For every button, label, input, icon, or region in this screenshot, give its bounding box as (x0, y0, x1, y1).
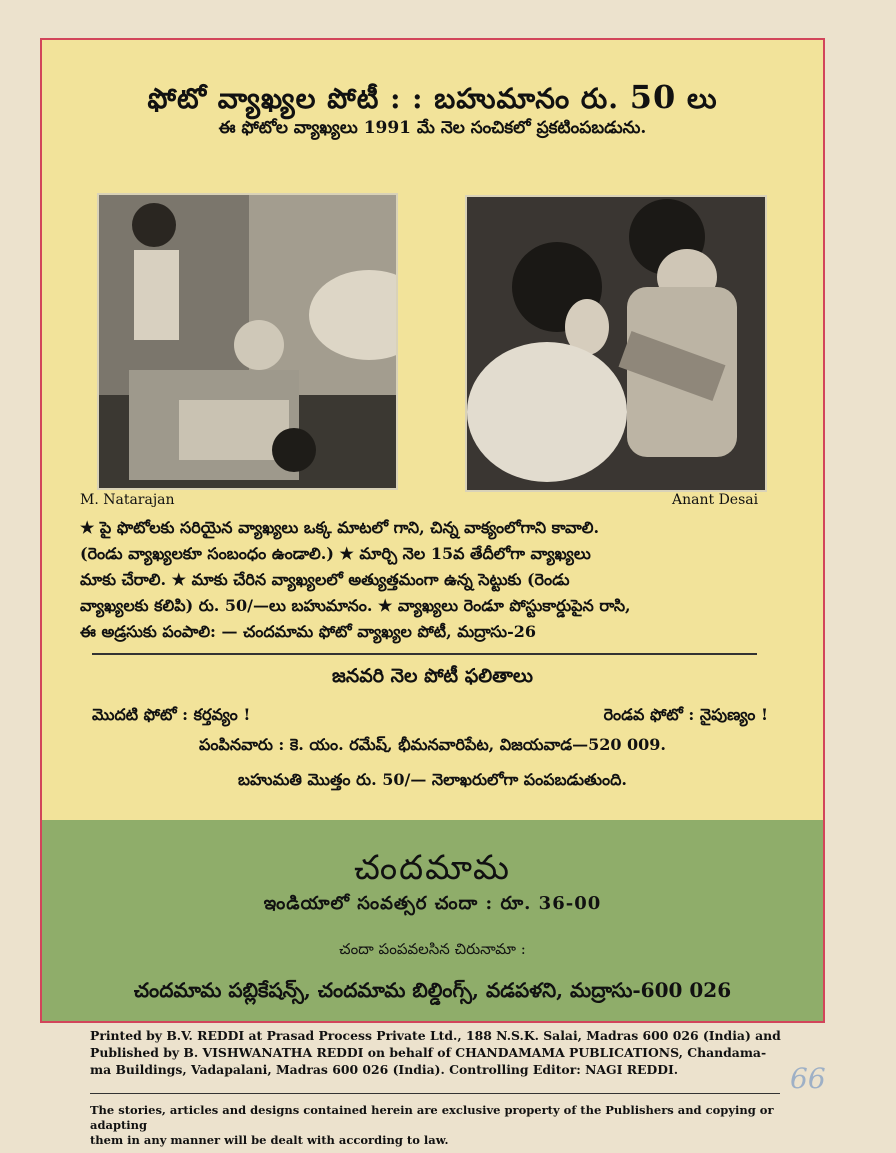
imprint-line: ma Buildings, Vadapalani, Madras 600 026 (India). Controlling Editor: NAGI REDDI. (90, 1062, 679, 1077)
imprint (90, 1027, 790, 1078)
photo-credit-right: Anant Desai (672, 492, 759, 508)
prize-suffix: లు (686, 82, 718, 115)
publisher-address: చందమామ పబ్లికేషన్స్, చందమామ బిల్డింగ్స్, వడపళని, మద్రాసు-600 026 (133, 978, 732, 1002)
results-title: జనవరి నెల పోటీ ఫలితాలు (332, 665, 533, 687)
copyright-line: them in any manner will be dealt with according to law. (90, 1133, 449, 1147)
imprint-line: Printed by B.V. REDDI at Prasad Process Private Ltd., 188 N.S.K. Salai, Madras 600 026 (India) and (90, 1028, 781, 1043)
rule-line: మాకు చేరాలి. ★ మాకు చేరిన వ్యాఖ్యలలో అత్యుత్తమంగా ఉన్న సెట్టుకు (రెండు (80, 570, 570, 589)
photo-toddlers-image (467, 197, 765, 490)
first-photo-result: మొదటి ఫోటో : కర్తవ్యం ! (92, 705, 251, 724)
contest-title (42, 78, 823, 122)
copyright-notice (90, 1103, 780, 1148)
divider (92, 653, 757, 655)
photo-two-toddlers (465, 195, 767, 492)
page-number: 66 (790, 1062, 826, 1095)
second-photo-result: రెండవ ఫోటో : నైపుణ్యం ! (603, 705, 768, 724)
contest-subtitle: ఈ ఫోటోల వ్యాఖ్యలు 1991 మే నెల సంచికలో ప్రకటింపబడును. (218, 118, 647, 138)
prize-amount: 50 (629, 78, 677, 116)
contest-rules (80, 515, 770, 645)
contest-title-text: ఫోటో వ్యాఖ్యల పోటీ : : బహుమానం రు. (147, 82, 619, 115)
photo-boy-dog-image (99, 195, 396, 488)
rule-line: వ్యాఖ్యలకు కలిపి) రు. 50/—లు బహుమానం. ★ వ్యాఖ్యలు రెండూ పోస్టుకార్డుపైన రాసి, (80, 596, 631, 615)
photo-credit-left: M. Natarajan (80, 492, 175, 508)
rule-line: ★ పై ఫొటోలకు సరియైన వ్యాఖ్యలు ఒక్క మాటలో గాని, చిన్న వాక్యంలోగాని కావాలి. (80, 518, 600, 537)
winner-sender: పంపినవారు : కె. యం. రమేష్, భీమనవారిపేట, విజయవాడ—520 009. (198, 735, 667, 754)
address-label: చందా పంపవలసిన చిరునామా : (339, 940, 526, 958)
imprint-line: Published by B. VISHWANATHA REDDI on behalf of CHANDAMAMA PUBLICATIONS, Chandama- (90, 1045, 767, 1060)
footer-divider (90, 1093, 780, 1094)
rule-line: (రెండు వ్యాఖ్యలకూ సంబంధం ఉండాలి.) ★ మార్చి నెల 15వ తేదీలోగా వ్యాఖ్యలు (80, 544, 591, 563)
subscription-rate: ఇండియాలో సంవత్సర చందా : రూ. 36-00 (263, 893, 602, 914)
magazine-title: చందమామ (354, 848, 511, 888)
photo-boy-with-dog (97, 193, 398, 490)
prize-note: బహుమతి మొత్తం రు. 50/— నెలాఖరులోగా పంపబడుతుంది. (238, 770, 627, 789)
copyright-line: The stories, articles and designs contained herein are exclusive property of the Publishers and copying or adapting (90, 1103, 774, 1132)
rule-line: ఈ అడ్రసుకు పంపాలి: — చందమామ ఫోటో వ్యాఖ్యల పోటీ, మద్రాసు-26 (80, 622, 536, 641)
